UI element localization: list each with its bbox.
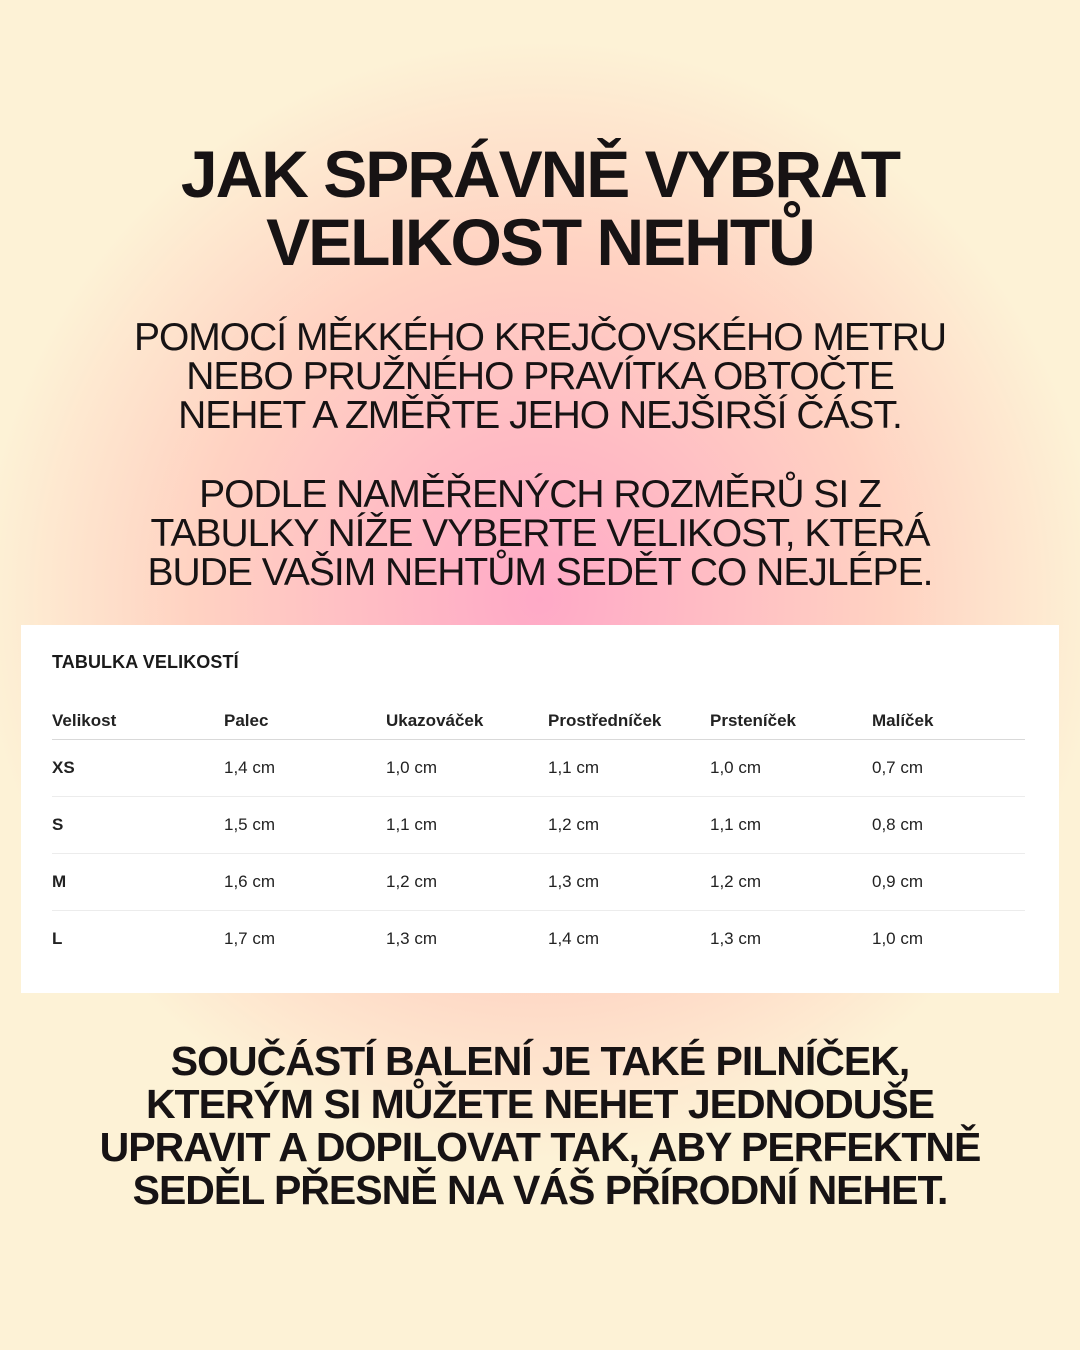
column-header-pinky: Malíček — [872, 703, 1025, 740]
table-cell: 1,0 cm — [872, 929, 924, 948]
file-included-note — [0, 1040, 1080, 1212]
size-cell: S — [52, 797, 224, 854]
table-cell: 1,2 cm — [386, 854, 548, 911]
title-line: VELIKOST NEHTŮ — [266, 205, 814, 279]
size-table-title: TABULKA VELIKOSTÍ — [52, 652, 239, 672]
instruction-line: PODLE NAMĚŘENÝCH ROZMĚRŮ SI Z — [199, 473, 881, 516]
size-cell: L — [52, 929, 63, 948]
instruction-line: NEHET A ZMĚŘTE JEHO NEJŠIRŠÍ ČÁST. — [178, 394, 902, 437]
table-cell: 1,3 cm — [548, 854, 710, 911]
size-cell: M — [52, 854, 224, 911]
note-line: SOUČÁSTÍ BALENÍ JE TAKÉ PILNÍČEK, — [170, 1038, 910, 1084]
table-cell: 1,0 cm — [386, 740, 548, 797]
column-header-index: Ukazováček — [386, 703, 548, 740]
column-header-middle: Prostředníček — [548, 703, 710, 740]
table-header-row — [52, 703, 1025, 740]
table-cell: 1,3 cm — [710, 929, 762, 948]
table-cell: 0,8 cm — [872, 797, 1025, 854]
page-title — [0, 137, 1080, 279]
size-table-card — [21, 625, 1059, 993]
table-row — [52, 797, 1025, 854]
table-row — [52, 740, 1025, 797]
instruction-line: POMOCÍ MĚKKÉHO KREJČOVSKÉHO METRU — [133, 316, 947, 359]
instruction-line: NEBO PRUŽNÉHO PRAVÍTKA OBTOČTE — [186, 355, 894, 398]
size-cell: XS — [52, 740, 224, 797]
size-table — [52, 703, 1025, 967]
title-line: JAK SPRÁVNĚ VYBRAT — [180, 137, 900, 211]
table-row — [52, 854, 1025, 911]
table-cell: 1,5 cm — [224, 797, 386, 854]
table-cell: 0,7 cm — [872, 740, 1025, 797]
table-cell: 1,1 cm — [386, 797, 548, 854]
table-cell: 1,2 cm — [710, 854, 872, 911]
instruction-line: TABULKY NÍŽE VYBERTE VELIKOST, KTERÁ — [150, 512, 930, 555]
table-cell: 1,1 cm — [548, 740, 710, 797]
note-line: SEDĚL PŘESNĚ NA VÁŠ PŘÍRODNÍ NEHET. — [132, 1167, 948, 1213]
table-cell: 1,4 cm — [224, 740, 386, 797]
table-cell: 1,4 cm — [548, 929, 600, 948]
column-header-thumb: Palec — [224, 703, 386, 740]
table-row — [52, 911, 1025, 968]
table-cell: 1,0 cm — [710, 740, 872, 797]
table-cell: 1,3 cm — [386, 929, 438, 948]
table-cell: 1,1 cm — [710, 797, 872, 854]
note-line: UPRAVIT A DOPILOVAT TAK, ABY PERFEKTNĚ — [99, 1124, 981, 1170]
column-header-ring: Prsteníček — [710, 703, 872, 740]
table-cell: 1,6 cm — [224, 854, 386, 911]
note-line: KTERÝM SI MŮŽETE NEHET JEDNODUŠE — [145, 1081, 935, 1127]
table-cell: 1,7 cm — [224, 929, 276, 948]
table-cell: 1,2 cm — [548, 797, 710, 854]
instruction-line: BUDE VAŠIM NEHTŮM SEDĚT CO NEJLÉPE. — [147, 551, 933, 594]
column-header-size: Velikost — [52, 703, 224, 740]
table-cell: 0,9 cm — [872, 854, 1025, 911]
measure-instruction — [0, 318, 1080, 435]
choose-size-instruction — [0, 475, 1080, 592]
